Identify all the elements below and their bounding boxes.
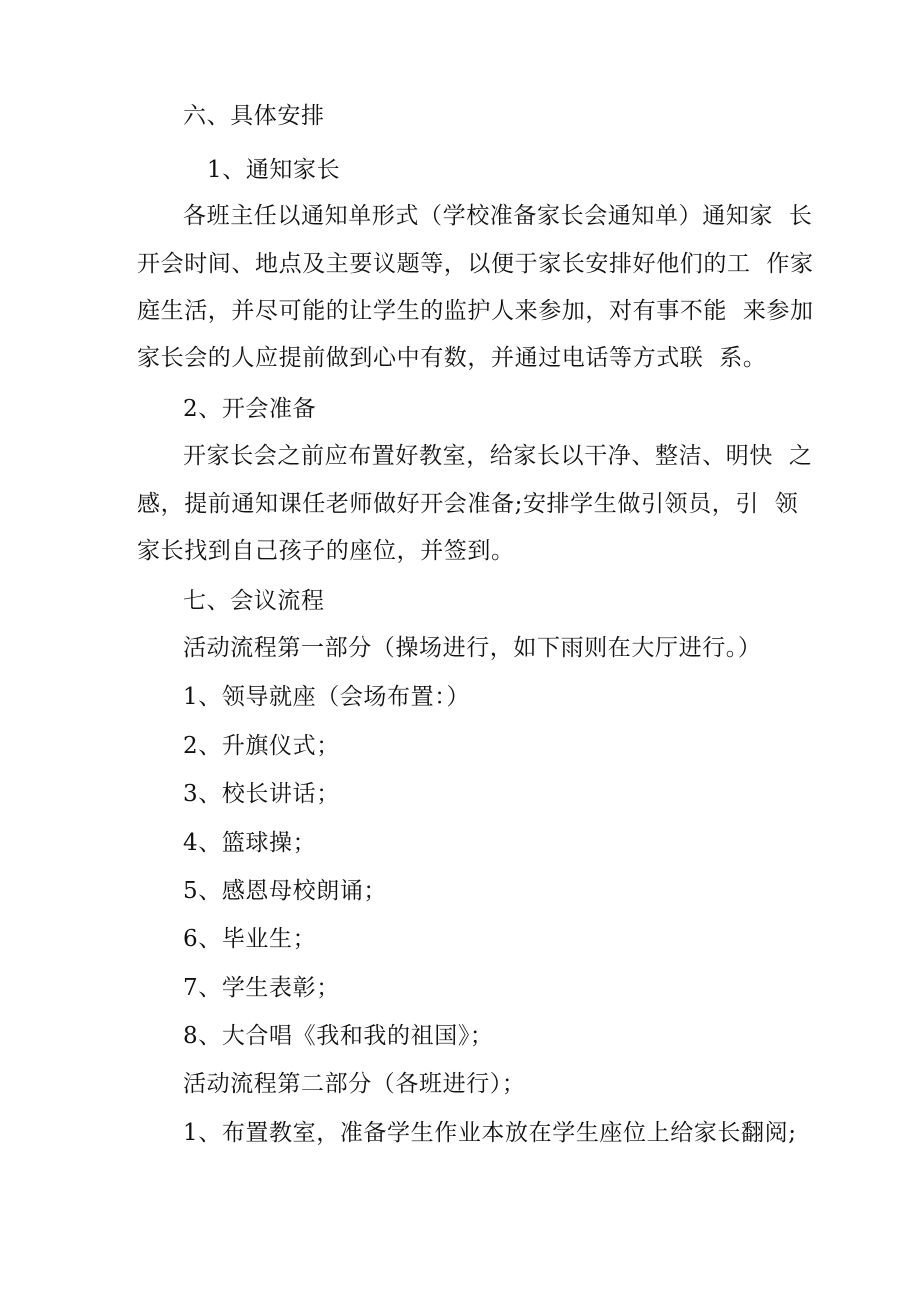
list-item: 8、大合唱《我和我的祖国》；	[183, 1023, 494, 1049]
subheading-meeting-prep: 2、开会准备	[183, 396, 317, 422]
list-item: 2、升旗仪式；	[183, 733, 340, 759]
list-item: 6、毕业生；	[183, 926, 317, 952]
list-item: 活动流程第二部分（各班进行）；	[183, 1071, 526, 1097]
list-item: 5、感恩母校朗诵；	[183, 878, 388, 904]
list-item: 1、领导就座（会场布置：）	[183, 684, 470, 710]
paragraph-line: 家长会的人应提前做到心中有数，并通过电话等方式联 系。	[137, 345, 767, 371]
list-item: 4、篮球操；	[183, 830, 317, 856]
list-item: 1、布置教室，准备学生作业本放在学生座位上给家长翻阅;	[183, 1120, 797, 1146]
paragraph-line: 感，提前通知课任老师做好开会准备;安排学生做引领员，引 领	[137, 491, 799, 517]
section-heading-meeting-flow: 七、会议流程	[183, 588, 325, 614]
list-item: 7、学生表彰；	[183, 975, 340, 1001]
paragraph-line: 各班主任以通知单形式（学校准备家长会通知单）通知家 长	[183, 203, 813, 229]
list-item: 3、校长讲话；	[183, 781, 340, 807]
paragraph-line: 家长找到自己孩子的座位，并签到。	[137, 538, 515, 564]
paragraph-line: 开家长会之前应布置好教室，给家长以干净、整洁、明快 之	[183, 443, 813, 469]
section-heading-arrangements: 六、具体安排	[183, 103, 325, 129]
subheading-notify-parents: 1、通知家长	[207, 157, 341, 183]
paragraph-line: 开会时间、地点及主要议题等，以便于家长安排好他们的工 作家	[137, 251, 814, 277]
paragraph-line: 庭生活，并尽可能的让学生的监护人来参加，对有事不能 来参加	[137, 298, 814, 324]
list-item: 活动流程第一部分（操场进行，如下雨则在大厅进行。）	[183, 635, 762, 661]
